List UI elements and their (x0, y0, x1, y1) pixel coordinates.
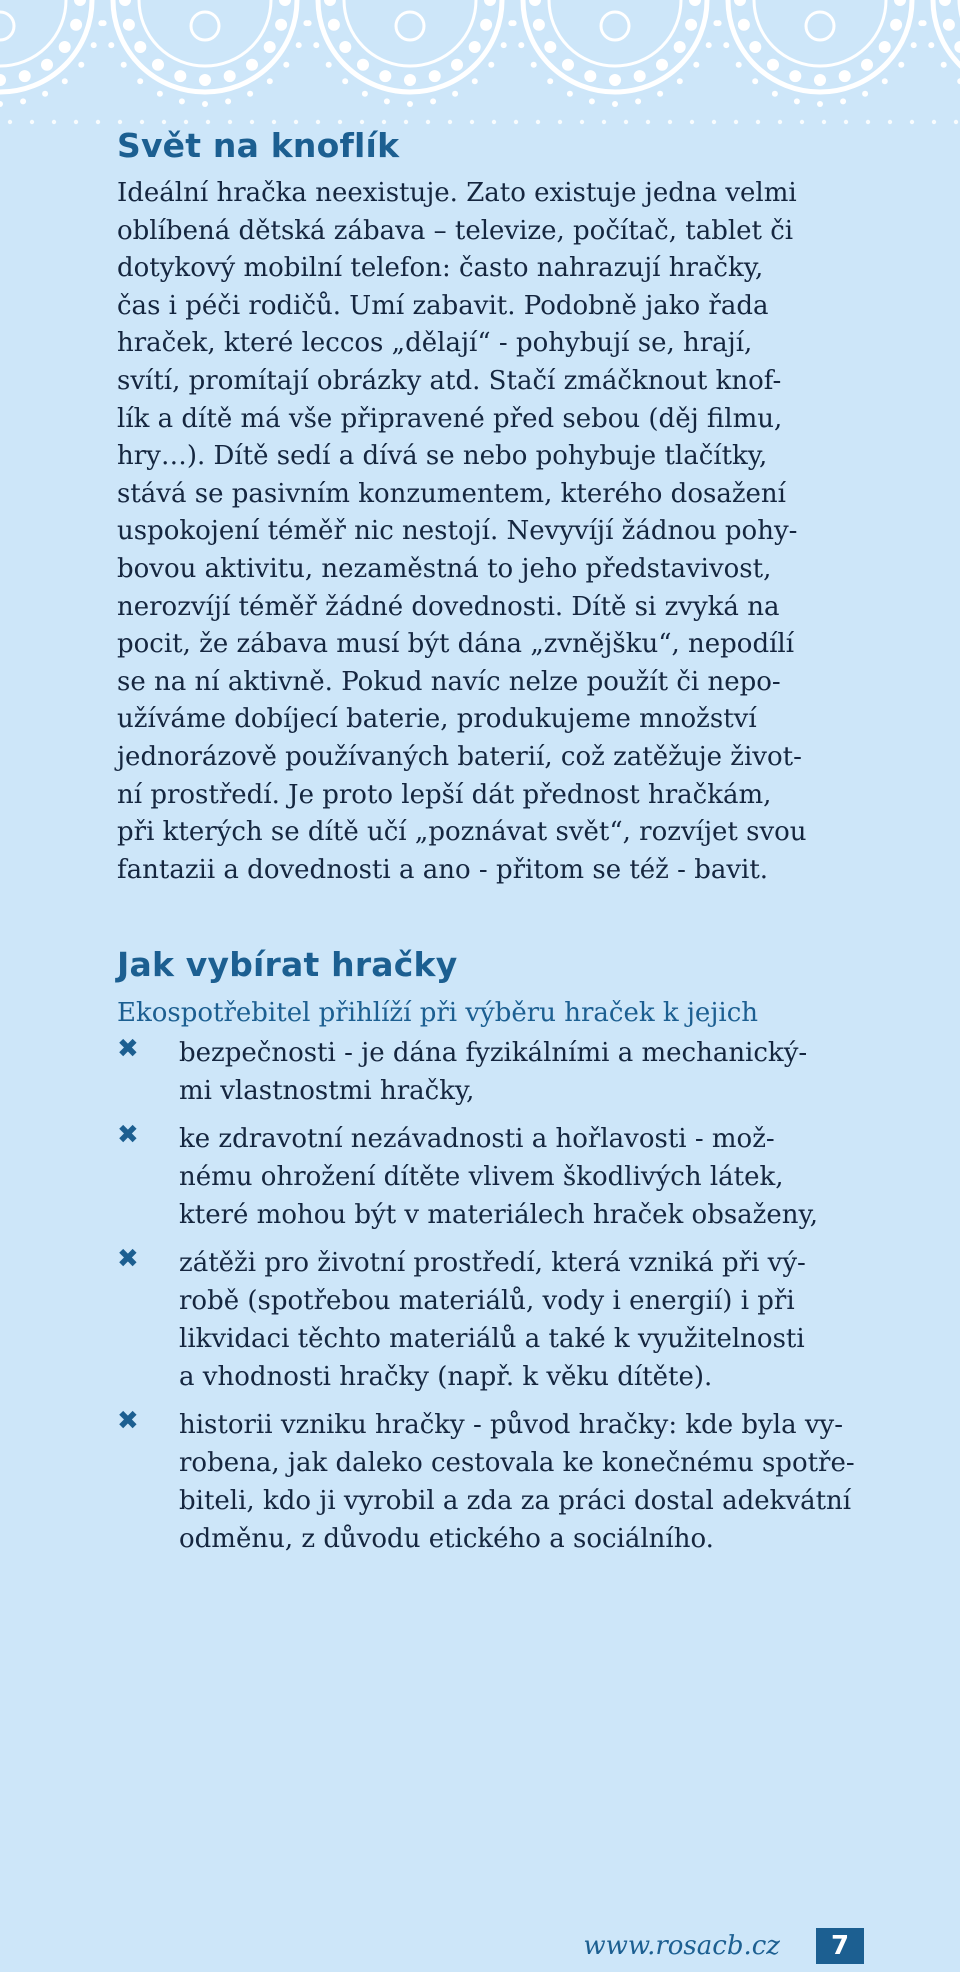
text-line: při kterých se dítě učí „poznávat svět“, rozvíjet svou (117, 817, 807, 848)
lace-scallop (0, 0, 104, 107)
text-line: lík a dítě má vše připravené před sebou (děj filmu, (117, 403, 783, 434)
lace-dot (96, 120, 100, 124)
text-line: stává se pasivním konzumentem, kterého dosažení (117, 478, 786, 509)
list-item (117, 1120, 877, 1234)
text-line: hraček, které leccos „dělají“ - pohybují se, hrají, (117, 328, 753, 359)
website-url[interactable]: www.rosacb.cz (583, 1931, 780, 1961)
lace-dot (954, 120, 958, 124)
lace-dot (228, 120, 232, 124)
text-line: svítí, promítají obrázky atd. Stačí zmáčknout knof- (117, 365, 782, 396)
lace-scallop (306, 0, 515, 107)
item-line: nému ohrožení dítěte vlivem škodlivých látek, (179, 1162, 784, 1193)
lace-dot (778, 120, 782, 124)
lace-dot (382, 120, 386, 124)
lace-scallop (101, 0, 310, 107)
item-line: robě (spotřebou materiálů, vody i energií) i při (179, 1286, 795, 1317)
page-footer (583, 1920, 864, 1972)
section-subtitle: Ekospotřebitel přihlíží při výběru hraček k jejich (117, 998, 758, 1029)
text-line: dotykový mobilní telefon: často nahrazují hračky, (117, 253, 764, 284)
page-number: 7 (816, 1928, 864, 1964)
text-line: hry…). Dítě sedí a dívá se nebo pohybuje tlačítky, (117, 441, 768, 472)
lace-dot (690, 120, 694, 124)
item-line: odměnu, z důvodu etického a sociálního. (179, 1524, 714, 1555)
lace-dot (514, 120, 518, 124)
item-line: bezpečnosti - je dána fyzikálními a mechanický- (179, 1038, 808, 1069)
lace-dot (184, 120, 188, 124)
section-title: Svět na knoflík (117, 126, 400, 165)
text-line: pocit, že zábava musí být dána „zvnějšku“, nepodílí (117, 629, 795, 660)
text-line: užíváme dobíjecí baterie, produkujeme množství (117, 704, 757, 735)
lace-dot (206, 120, 210, 124)
lace-dot (74, 120, 78, 124)
text-line: uspokojení téměř nic nestojí. Nevyvíjí žádnou pohy- (117, 516, 798, 547)
lace-dot (844, 120, 848, 124)
lace-dot (646, 120, 650, 124)
lace-dot (294, 120, 298, 124)
lace-dot (558, 120, 562, 124)
lace-dot (140, 120, 144, 124)
page-content (117, 126, 877, 1568)
list-item (117, 1244, 877, 1396)
lace-dot (272, 120, 276, 124)
lace-dot (756, 120, 760, 124)
criteria-list (117, 1034, 877, 1558)
text-line: ní prostředí. Je proto lepší dát přednost hračkám, (117, 779, 772, 810)
lace-dot (910, 120, 914, 124)
item-line: ke zdravotní nezávadnosti a hořlavosti - mož- (179, 1124, 775, 1155)
lace-scallop (716, 0, 925, 107)
body-paragraph (117, 175, 877, 889)
lace-border-decoration (0, 0, 960, 140)
lace-scallop (511, 0, 720, 107)
section-jak-vybirat-hracky (117, 945, 877, 1558)
text-line: čas i péči rodičů. Umí zabavit. Podobně jako řada (117, 290, 769, 321)
lace-dot (30, 120, 34, 124)
lace-dot (118, 120, 122, 124)
text-line: se na ní aktivně. Pokud navíc nelze použít či nepo- (117, 666, 781, 697)
lace-dot (316, 120, 320, 124)
lace-dot (734, 120, 738, 124)
lace-dot (668, 120, 672, 124)
section-title: Jak vybírat hračky (117, 945, 458, 985)
lace-scallop (921, 0, 960, 107)
lace-dot (470, 120, 474, 124)
cross-mark-icon: ✖ (117, 1244, 139, 1275)
lace-dot (448, 120, 452, 124)
text-line: jednorázově používaných baterií, což zatěžuje život- (117, 741, 802, 772)
text-line: nerozvíjí téměř žádné dovednosti. Dítě si zvyká na (117, 591, 780, 622)
lace-dot (800, 120, 804, 124)
lace-dot (162, 120, 166, 124)
item-line: robena, jak daleko cestovala ke konečnému spotře- (179, 1448, 855, 1479)
item-line: a vhodnosti hračky (např. k věku dítěte). (179, 1362, 713, 1393)
lace-dot (822, 120, 826, 124)
lace-dot (866, 120, 870, 124)
item-line: mi vlastnostmi hračky, (179, 1076, 475, 1107)
lace-dot (536, 120, 540, 124)
section-svet-na-knoflik (117, 126, 877, 889)
text-line: Ideální hračka neexistuje. Zato existuje jedna velmi (117, 178, 797, 208)
cross-mark-icon: ✖ (117, 1034, 139, 1065)
lace-dot (52, 120, 56, 124)
lace-dot (580, 120, 584, 124)
lace-dot (426, 120, 430, 124)
lace-dot (492, 120, 496, 124)
lace-dot (932, 120, 936, 124)
text-line: oblíbená dětská zábava – televize, počítač, tablet či (117, 215, 794, 246)
lace-dot (360, 120, 364, 124)
item-line: které mohou být v materiálech hraček obsaženy, (179, 1200, 819, 1231)
lace-dot (250, 120, 254, 124)
text-line: bovou aktivitu, nezaměstná to jeho představivost, (117, 553, 772, 584)
lace-dot (338, 120, 342, 124)
cross-mark-icon: ✖ (117, 1120, 139, 1151)
list-item (117, 1406, 877, 1558)
lace-dot (602, 120, 606, 124)
list-item (117, 1034, 877, 1110)
item-line: likvidaci těchto materiálů a také k využitelnosti (179, 1324, 805, 1355)
lace-dot (712, 120, 716, 124)
cross-mark-icon: ✖ (117, 1406, 139, 1437)
item-line: zátěži pro životní prostředí, která vzniká při vý- (179, 1248, 806, 1279)
item-line: biteli, kdo ji vyrobil a zda za práci dostal adekvátní (179, 1486, 852, 1517)
item-line: historii vzniku hračky - původ hračky: kde byla vy- (179, 1410, 844, 1441)
lace-dot (624, 120, 628, 124)
lace-dot (404, 120, 408, 124)
lace-dot (8, 120, 12, 124)
text-line: fantazii a dovednosti a ano - přitom se též - bavit. (117, 854, 769, 885)
lace-dot (888, 120, 892, 124)
